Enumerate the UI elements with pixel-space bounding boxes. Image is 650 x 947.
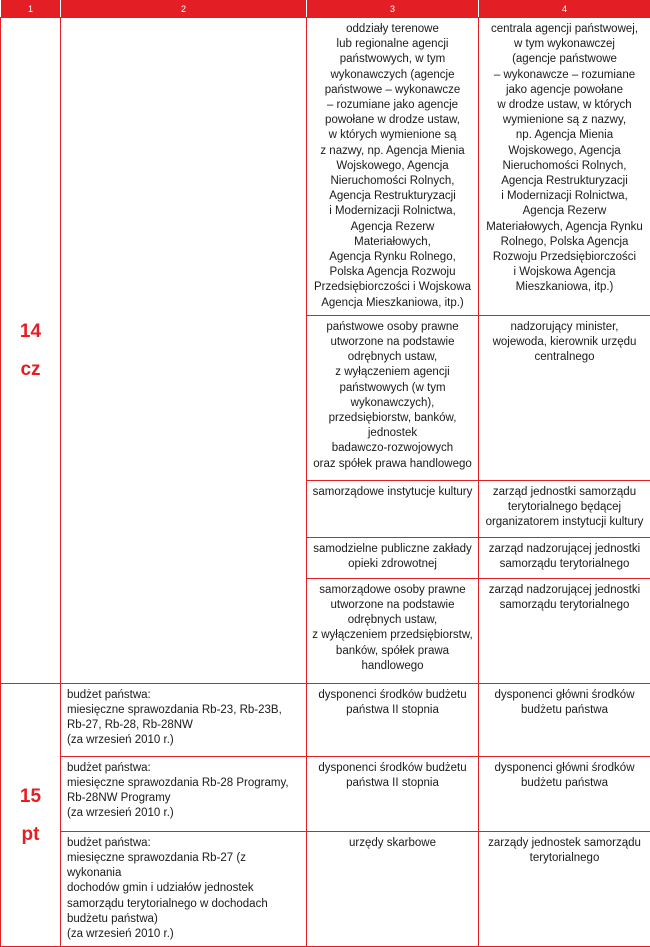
- table-row: [1, 831, 650, 946]
- day-abbreviation: pt: [1, 825, 60, 844]
- report-cell: budżet państwa: miesięczne sprawozdania Rb-27 (z wykonania dochodów gmin i udziałów jednostek samorządu terytorialnego w dochodach budżetu państwa) (za wrzesień 2010 r.): [61, 831, 307, 946]
- day-14-report-cell: [61, 18, 307, 684]
- day-15-cell: [1, 683, 61, 946]
- table-row: [1, 756, 650, 831]
- entity-cell: dysponenci środków budżetu państwa II stopnia: [307, 683, 479, 756]
- column-header-2: 2: [61, 0, 307, 18]
- day-14-cell: [1, 18, 61, 684]
- entity-cell: oddziały terenowe lub regionalne agencji państwowych, w tym wykonawczych (agencje państwowe – wykonawcze – rozumiane jako agencje powołane w drodze ustaw, w których wymienione są z nazwy, np. Agencja Mienia Wojskowego, Agencja Nieruchomości Rolnych, Agencja Restrukturyzacji i Modernizacji Rolnictwa, Agencja Rezerw Materiałowych, Agencja Rynku Rolnego, Polska Agencja Rozwoju Przedsiębiorczości i Wojskowa Agencja Mieszkaniowa, itp.): [307, 18, 479, 316]
- recipient-cell: dysponenci główni środków budżetu państwa: [479, 683, 650, 756]
- entity-cell: samorządowe osoby prawne utworzone na podstawie odrębnych ustaw, z wyłączeniem przedsiębiorstw, banków, spółek prawa handlowego: [307, 578, 479, 683]
- recipient-cell: nadzorujący minister, wojewoda, kierownik urzędu centralnego: [479, 315, 650, 480]
- recipient-cell: zarząd jednostki samorządu terytorialnego będącej organizatorem instytucji kultury: [479, 480, 650, 537]
- entity-cell: samorządowe instytucje kultury: [307, 480, 479, 537]
- day-number: 15: [1, 787, 60, 806]
- recipient-cell: centrala agencji państwowej, w tym wykonawczej (agencje państwowe – wykonawcze – rozumiane jako agencje powołane w drodze ustaw, w których wymienione są z nazwy, np. Agencja Mienia Wojskowego, Agencja Nieruchomości Rolnych, Agencja Restrukturyzacji i Modernizacji Rolnictwa, Agencja Rezerw Materiałowych, Agencja Rynku Rolnego, Polska Agencja Rozwoju Przedsiębiorczości i Wojskowa Agencja Mieszkaniowa, itp.): [479, 18, 650, 316]
- report-cell: budżet państwa: miesięczne sprawozdania Rb-23, Rb-23B, Rb-27, Rb-28, Rb-28NW (za wrzesień 2010 r.): [61, 683, 307, 756]
- column-header-4: 4: [479, 0, 650, 18]
- entity-cell: urzędy skarbowe: [307, 831, 479, 946]
- day-number: 14: [1, 322, 60, 341]
- recipient-cell: zarządy jednostek samorządu terytorialnego: [479, 831, 650, 946]
- column-header-1: 1: [1, 0, 61, 18]
- table-row: [1, 18, 650, 316]
- header-row: [1, 0, 650, 18]
- entity-cell: państwowe osoby prawne utworzone na podstawie odrębnych ustaw, z wyłączeniem agencji państwowych (w tym wykonawczych), przedsiębiorstw, banków, jednostek badawczo-rozwojowych oraz spółek prawa handlowego: [307, 315, 479, 480]
- report-cell: budżet państwa: miesięczne sprawozdania Rb-28 Programy, Rb-28NW Programy (za wrzesień 2010 r.): [61, 756, 307, 831]
- day-abbreviation: cz: [1, 360, 60, 379]
- entity-cell: dysponenci środków budżetu państwa II stopnia: [307, 756, 479, 831]
- column-header-3: 3: [307, 0, 479, 18]
- table-row: [1, 683, 650, 756]
- entity-cell: samodzielne publiczne zakłady opieki zdrowotnej: [307, 537, 479, 578]
- recipient-cell: zarząd nadzorującej jednostki samorządu terytorialnego: [479, 537, 650, 578]
- recipient-cell: zarząd nadzorującej jednostki samorządu terytorialnego: [479, 578, 650, 683]
- recipient-cell: dysponenci główni środków budżetu państwa: [479, 756, 650, 831]
